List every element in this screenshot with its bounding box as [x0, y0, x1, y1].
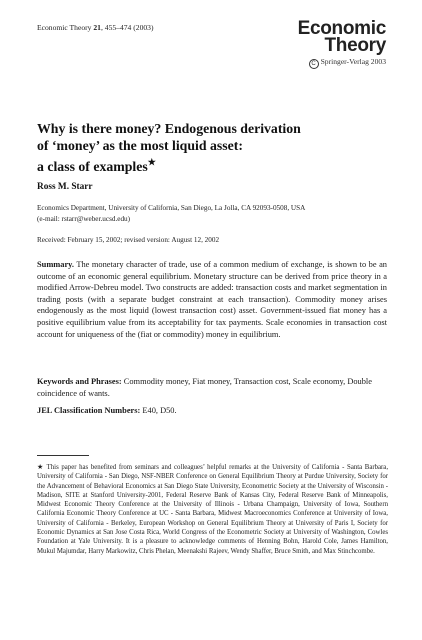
- article-title: [37, 121, 377, 176]
- footnote-divider: [37, 455, 89, 456]
- journal-masthead: [266, 20, 386, 69]
- jel-label: JEL Classification Numbers:: [37, 406, 141, 415]
- keywords-text: Commodity money, Fiat money, Transaction cost, Scale economy, Double coincidence of wants.: [37, 377, 372, 398]
- jel-classification: [37, 405, 387, 417]
- masthead-title-line2: Theory: [324, 35, 386, 56]
- journal-name: Economic Theory: [37, 23, 94, 32]
- copyright-text: Springer-Verlag 2003: [320, 57, 386, 66]
- keywords-paragraph: [37, 376, 387, 399]
- author-name: Ross M. Starr: [37, 182, 93, 192]
- copyright-notice: [266, 57, 386, 69]
- title-footnote-mark[interactable]: ★: [147, 157, 156, 167]
- journal-volume: 21: [93, 23, 101, 32]
- footnote-text: This paper has benefited from seminars and colleagues’ helpful remarks at the University of California - Santa Barbara, University of California - San Diego, NSF-NBER Conference on General Equilibrium Theory at Purdue University, Society for the Advancement of Behavioral Economics at San Diego State University, Econometric Society at the University of Wisconsin - Madison, SITE at Stanford University-2001, Federal Reserve Bank of Kansas City, Federal Reserve Bank of Minneapolis, Midwest Economic Theory Conference at the University of Illinois - Urbana Champaign, University of Iowa, Southern California Economic Theory Conference at UC - Santa Barbara, Midwest Macroeconomics Conference at University of Iowa, University of California - Berkeley, European Workshop on General Equilibrium Theory at University of Paris I, Society for Economic Dynamics at San Jose Costa Rica, World Congress of the Econometric Society at University of Washington, Cowles Foundation at Yale University. It is a pleasure to acknowledge comments of Henning Bohn, Harold Cole, James Hamilton, Mukul Majumdar, Harry Markowitz, Chris Phelan, Meenakshi Rajeev, Wendy Shaffer, Bruce Smith, and Max Stinchcombe.: [37, 464, 389, 555]
- acknowledgement-footnote: [37, 463, 388, 556]
- article-title-line2: of ‘money’ as the most liquid asset:: [37, 137, 243, 153]
- jel-codes: E40, D50.: [140, 406, 177, 415]
- summary-label: Summary.: [37, 260, 74, 269]
- copyright-icon: C: [309, 59, 319, 69]
- masthead-title-line1: Economic: [297, 18, 386, 39]
- summary-paragraph: [37, 259, 387, 340]
- journal-citation: [37, 23, 154, 32]
- journal-pages: , 455–474 (2003): [100, 23, 154, 32]
- summary-text: The monetary character of trade, use of a common medium of exchange, is shown to be an outcome of an economic general equilibrium. Monetary structure can be derived from price theory in a modified Arrow-Debreu model. Two constructs are added: transaction costs and market segmentation in trading posts (with a separate budget constraint at each transaction). Commodity money arises endogenously as the most liquid (lowest transaction cost) asset. Government-issued fiat money has a positive equilibrium value from its acceptability for tax payments. Scale economies in transaction cost account for uniqueness of the (fiat or commodity) money in equilibrium.: [37, 260, 387, 339]
- article-title-line3: [37, 154, 377, 176]
- article-title-line1: Why is there money? Endogenous derivation: [37, 121, 301, 136]
- affiliation-address: Economics Department, University of California, San Diego, La Jolla, CA 92093-0508, USA: [37, 204, 306, 212]
- article-title-line3-text: a class of examples: [37, 159, 148, 174]
- keywords-label: Keywords and Phrases:: [37, 377, 122, 386]
- footnote-mark: ★: [37, 464, 45, 471]
- author-email[interactable]: (e-mail: rstarr@weber.ucsd.edu): [37, 214, 131, 223]
- received-dates: Received: February 15, 2002; revised version: August 12, 2002: [37, 236, 220, 244]
- author-affiliation: [37, 203, 397, 224]
